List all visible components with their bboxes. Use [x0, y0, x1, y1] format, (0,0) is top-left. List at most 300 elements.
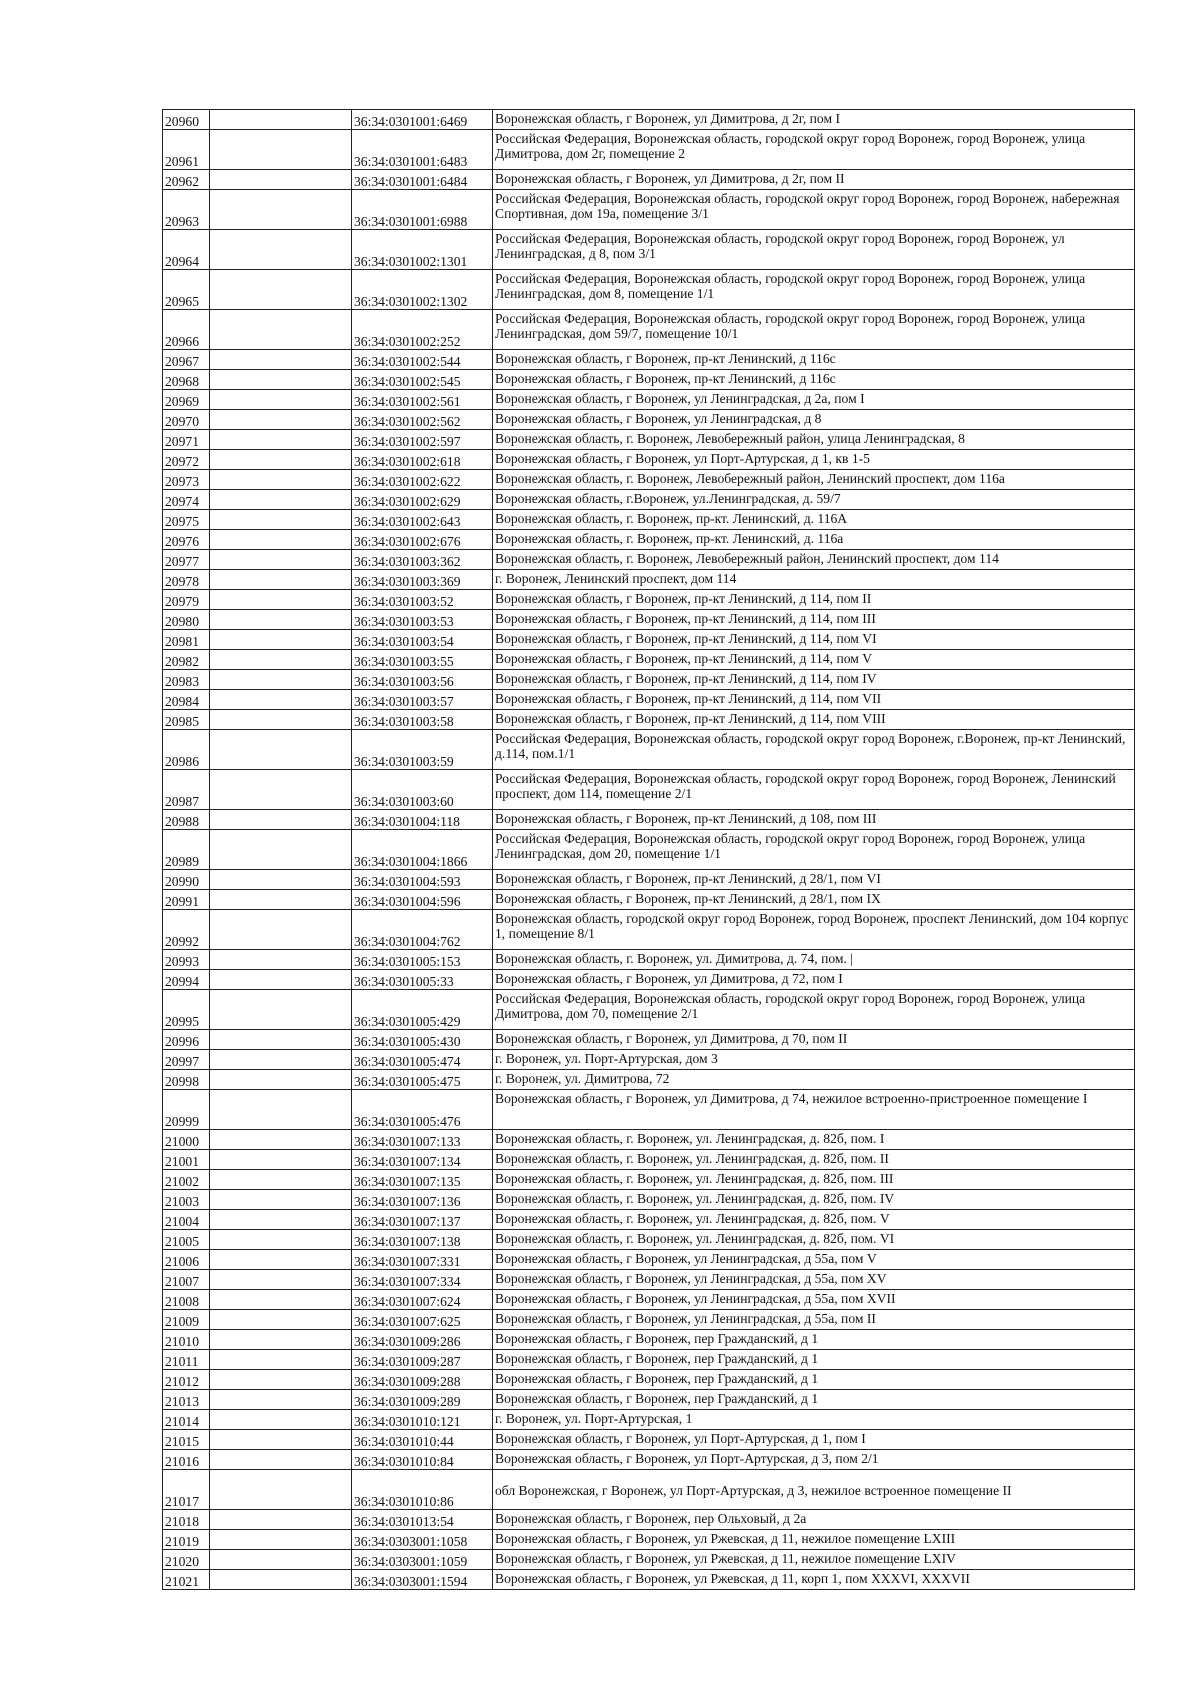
- row-number-cell: 20993: [163, 950, 210, 970]
- table-row: [163, 570, 1135, 590]
- table-row: [163, 1250, 1135, 1270]
- address-cell: Воронежская область, г Воронеж, пр-кт Ленинский, д 114, пом V: [493, 650, 1135, 670]
- address-cell: Российская Федерация, Воронежская область, городской округ город Воронеж, город Воронеж, улица Ленинградская, дом 20, помещение 1/1: [493, 830, 1135, 870]
- empty-cell: [210, 1410, 352, 1430]
- table-row: [163, 810, 1135, 830]
- table-row: [163, 170, 1135, 190]
- table-row: [163, 630, 1135, 650]
- empty-cell: [210, 450, 352, 470]
- table-row: [163, 370, 1135, 390]
- cadastral-number-cell: 36:34:0301007:334: [352, 1270, 493, 1290]
- row-number-cell: 20986: [163, 730, 210, 770]
- address-cell: Воронежская область, г Воронеж, пр-кт Ленинский, д 114, пом II: [493, 590, 1135, 610]
- table-row: [163, 770, 1135, 810]
- address-cell: г. Воронеж, ул. Порт-Артурская, 1: [493, 1410, 1135, 1430]
- empty-cell: [210, 1550, 352, 1570]
- empty-cell: [210, 190, 352, 230]
- address-cell: Воронежская область, г Воронеж, пр-кт Ленинский, д 108, пом III: [493, 810, 1135, 830]
- cadastral-number-cell: 36:34:0301003:362: [352, 550, 493, 570]
- row-number-cell: 21020: [163, 1550, 210, 1570]
- empty-cell: [210, 170, 352, 190]
- table-row: [163, 1170, 1135, 1190]
- address-cell: Воронежская область, г Воронеж, ул Ленинградская, д 2а, пом I: [493, 390, 1135, 410]
- empty-cell: [210, 1330, 352, 1350]
- address-cell: Воронежская область, г Воронеж, ул Порт-Артурская, д 1, кв 1-5: [493, 450, 1135, 470]
- row-number-cell: 20965: [163, 270, 210, 310]
- address-cell: Российская Федерация, Воронежская область, городской округ город Воронеж, г.Воронеж, пр-кт Ленинский, д.114, пом.1/1: [493, 730, 1135, 770]
- cadastral-number-cell: 36:34:0301002:252: [352, 310, 493, 350]
- address-cell: Воронежская область, г. Воронеж, пр-кт. Ленинский, д. 116А: [493, 510, 1135, 530]
- empty-cell: [210, 530, 352, 550]
- cadastral-number-cell: 36:34:0301001:6483: [352, 130, 493, 170]
- cadastral-number-cell: 36:34:0301002:561: [352, 390, 493, 410]
- empty-cell: [210, 310, 352, 350]
- empty-cell: [210, 1510, 352, 1530]
- table-row: [163, 1430, 1135, 1450]
- row-number-cell: 20972: [163, 450, 210, 470]
- empty-cell: [210, 710, 352, 730]
- address-cell: Российская Федерация, Воронежская область, городской округ город Воронеж, город Воронеж, набережная Спортивная, дом 19а, помещение 3/1: [493, 190, 1135, 230]
- cadastral-number-cell: 36:34:0301007:137: [352, 1210, 493, 1230]
- address-cell: Воронежская область, г. Воронеж, ул. Ленинградская, д. 82б, пом. III: [493, 1170, 1135, 1190]
- table-row: [163, 490, 1135, 510]
- address-cell: Воронежская область, г. Воронеж, ул. Ленинградская, д. 82б, пом. IV: [493, 1190, 1135, 1210]
- cadastral-number-cell: 36:34:0301007:134: [352, 1150, 493, 1170]
- row-number-cell: 21005: [163, 1230, 210, 1250]
- row-number-cell: 21011: [163, 1350, 210, 1370]
- cadastral-number-cell: 36:34:0301004:1866: [352, 830, 493, 870]
- empty-cell: [210, 1090, 352, 1130]
- cadastral-number-cell: 36:34:0301003:60: [352, 770, 493, 810]
- empty-cell: [210, 1370, 352, 1390]
- cadastral-number-cell: 36:34:0301007:133: [352, 1130, 493, 1150]
- cadastral-number-cell: 36:34:0301009:286: [352, 1330, 493, 1350]
- cadastral-number-cell: 36:34:0301003:56: [352, 670, 493, 690]
- table-row: [163, 890, 1135, 910]
- address-cell: Воронежская область, г Воронеж, ул Порт-Артурская, д 3, пом 2/1: [493, 1450, 1135, 1470]
- row-number-cell: 20973: [163, 470, 210, 490]
- cadastral-number-cell: 36:34:0301002:1302: [352, 270, 493, 310]
- row-number-cell: 20975: [163, 510, 210, 530]
- address-cell: Воронежская область, г Воронеж, ул Ленинградская, д 55а, пом XV: [493, 1270, 1135, 1290]
- cadastral-number-cell: 36:34:0301003:52: [352, 590, 493, 610]
- empty-cell: [210, 1230, 352, 1250]
- address-cell: Воронежская область, г. Воронеж, ул. Ленинградская, д. 82б, пом. V: [493, 1210, 1135, 1230]
- row-number-cell: 20987: [163, 770, 210, 810]
- row-number-cell: 20961: [163, 130, 210, 170]
- cadastral-number-cell: 36:34:0301013:54: [352, 1510, 493, 1530]
- row-number-cell: 21014: [163, 1410, 210, 1430]
- address-cell: обл Воронежская, г Воронеж, ул Порт-Артурская, д 3, нежилое встроенное помещение II: [493, 1470, 1135, 1510]
- table-row: [163, 1410, 1135, 1430]
- row-number-cell: 20994: [163, 970, 210, 990]
- cadastral-number-cell: 36:34:0301001:6988: [352, 190, 493, 230]
- empty-cell: [210, 890, 352, 910]
- cadastral-number-cell: 36:34:0301003:58: [352, 710, 493, 730]
- table-row: [163, 1130, 1135, 1150]
- empty-cell: [210, 390, 352, 410]
- address-cell: Воронежская область, г Воронеж, ул Димитрова, д 72, пом I: [493, 970, 1135, 990]
- address-cell: Воронежская область, г Воронеж, пр-кт Ленинский, д 114, пом VIII: [493, 710, 1135, 730]
- table-row: [163, 310, 1135, 350]
- empty-cell: [210, 770, 352, 810]
- empty-cell: [210, 490, 352, 510]
- row-number-cell: 21017: [163, 1470, 210, 1510]
- empty-cell: [210, 730, 352, 770]
- cadastral-number-cell: 36:34:0301002:643: [352, 510, 493, 530]
- row-number-cell: 20962: [163, 170, 210, 190]
- cadastral-number-cell: 36:34:0301005:476: [352, 1090, 493, 1130]
- table-row: [163, 910, 1135, 950]
- address-cell: Воронежская область, городской округ город Воронеж, город Воронеж, проспект Ленинский, дом 104 корпус 1, помещение 8/1: [493, 910, 1135, 950]
- cadastral-number-cell: 36:34:0301010:121: [352, 1410, 493, 1430]
- table-row: [163, 970, 1135, 990]
- cadastral-number-cell: 36:34:0301002:676: [352, 530, 493, 550]
- row-number-cell: 20967: [163, 350, 210, 370]
- row-number-cell: 20970: [163, 410, 210, 430]
- cadastral-number-cell: 36:34:0301003:54: [352, 630, 493, 650]
- row-number-cell: 20964: [163, 230, 210, 270]
- empty-cell: [210, 1170, 352, 1190]
- row-number-cell: 20977: [163, 550, 210, 570]
- address-cell: Воронежская область, г. Воронеж, Левобережный район, Ленинский проспект, дом 114: [493, 550, 1135, 570]
- address-cell: Воронежская область, г. Воронеж, пр-кт. Ленинский, д. 116а: [493, 530, 1135, 550]
- table-row: [163, 390, 1135, 410]
- cadastral-number-cell: 36:34:0301010:84: [352, 1450, 493, 1470]
- empty-cell: [210, 1270, 352, 1290]
- address-cell: Воронежская область, г Воронеж, ул Димитрова, д 2г, пом II: [493, 170, 1135, 190]
- cadastral-number-cell: 36:34:0301003:53: [352, 610, 493, 630]
- address-cell: Воронежская область, г Воронеж, ул Димитрова, д 70, пом II: [493, 1030, 1135, 1050]
- address-cell: Воронежская область, г. Воронеж, ул. Ленинградская, д. 82б, пом. II: [493, 1150, 1135, 1170]
- table-row: [163, 1290, 1135, 1310]
- empty-cell: [210, 470, 352, 490]
- cadastral-number-cell: 36:34:0301009:288: [352, 1370, 493, 1390]
- table-row: [163, 350, 1135, 370]
- row-number-cell: 21003: [163, 1190, 210, 1210]
- row-number-cell: 20999: [163, 1090, 210, 1130]
- row-number-cell: 20980: [163, 610, 210, 630]
- empty-cell: [210, 1450, 352, 1470]
- address-cell: Воронежская область, г.Воронеж, ул.Ленинградская, д. 59/7: [493, 490, 1135, 510]
- empty-cell: [210, 650, 352, 670]
- row-number-cell: 20996: [163, 1030, 210, 1050]
- cadastral-number-cell: 36:34:0301001:6484: [352, 170, 493, 190]
- cadastral-number-cell: 36:34:0301002:622: [352, 470, 493, 490]
- empty-cell: [210, 1570, 352, 1590]
- row-number-cell: 20998: [163, 1070, 210, 1090]
- cadastral-number-cell: 36:34:0301009:287: [352, 1350, 493, 1370]
- address-cell: Российская Федерация, Воронежская область, городской округ город Воронеж, город Воронеж, ул Ленинградская, д 8, пом 3/1: [493, 230, 1135, 270]
- address-cell: г. Воронеж, Ленинский проспект, дом 114: [493, 570, 1135, 590]
- table-row: [163, 1570, 1135, 1590]
- cadastral-number-cell: 36:34:0301002:562: [352, 410, 493, 430]
- row-number-cell: 20976: [163, 530, 210, 550]
- empty-cell: [210, 810, 352, 830]
- table-row: [163, 470, 1135, 490]
- row-number-cell: 20997: [163, 1050, 210, 1070]
- row-number-cell: 20984: [163, 690, 210, 710]
- address-cell: Воронежская область, г. Воронеж, ул. Ленинградская, д. 82б, пом. VI: [493, 1230, 1135, 1250]
- empty-cell: [210, 110, 352, 130]
- empty-cell: [210, 1250, 352, 1270]
- table-row: [163, 450, 1135, 470]
- empty-cell: [210, 410, 352, 430]
- address-cell: Воронежская область, г. Воронеж, Левобережный район, улица Ленинградская, 8: [493, 430, 1135, 450]
- row-number-cell: 21002: [163, 1170, 210, 1190]
- row-number-cell: 20982: [163, 650, 210, 670]
- address-cell: Воронежская область, г. Воронеж, ул. Ленинградская, д. 82б, пом. I: [493, 1130, 1135, 1150]
- address-cell: Воронежская область, г Воронеж, пер Гражданский, д 1: [493, 1390, 1135, 1410]
- cadastral-number-cell: 36:34:0301002:597: [352, 430, 493, 450]
- cadastral-number-cell: 36:34:0301007:331: [352, 1250, 493, 1270]
- address-cell: Воронежская область, г Воронеж, ул Ленинградская, д 55а, пом V: [493, 1250, 1135, 1270]
- row-number-cell: 20990: [163, 870, 210, 890]
- address-cell: Воронежская область, г Воронеж, ул Ленинградская, д 55а, пом XVII: [493, 1290, 1135, 1310]
- row-number-cell: 21016: [163, 1450, 210, 1470]
- table-row: [163, 1330, 1135, 1350]
- row-number-cell: 20983: [163, 670, 210, 690]
- empty-cell: [210, 350, 352, 370]
- table-row: [163, 190, 1135, 230]
- cadastral-number-cell: 36:34:0301007:136: [352, 1190, 493, 1210]
- empty-cell: [210, 1470, 352, 1510]
- row-number-cell: 21007: [163, 1270, 210, 1290]
- cadastral-number-cell: 36:34:0301002:629: [352, 490, 493, 510]
- empty-cell: [210, 1070, 352, 1090]
- row-number-cell: 20974: [163, 490, 210, 510]
- cadastral-number-cell: 36:34:0301007:135: [352, 1170, 493, 1190]
- table-row: [163, 1270, 1135, 1290]
- empty-cell: [210, 1210, 352, 1230]
- cadastral-number-cell: 36:34:0301003:59: [352, 730, 493, 770]
- address-cell: Воронежская область, г Воронеж, ул Ленинградская, д 8: [493, 410, 1135, 430]
- row-number-cell: 21013: [163, 1390, 210, 1410]
- empty-cell: [210, 1190, 352, 1210]
- table-row: [163, 690, 1135, 710]
- empty-cell: [210, 130, 352, 170]
- row-number-cell: 21008: [163, 1290, 210, 1310]
- cadastral-number-cell: 36:34:0301007:138: [352, 1230, 493, 1250]
- table-row: [163, 1350, 1135, 1370]
- cadastral-number-cell: 36:34:0301004:762: [352, 910, 493, 950]
- cadastral-number-cell: 36:34:0301002:544: [352, 350, 493, 370]
- row-number-cell: 21004: [163, 1210, 210, 1230]
- empty-cell: [210, 430, 352, 450]
- row-number-cell: 20979: [163, 590, 210, 610]
- address-cell: Воронежская область, г Воронеж, пер Гражданский, д 1: [493, 1370, 1135, 1390]
- row-number-cell: 21001: [163, 1150, 210, 1170]
- cadastral-number-cell: 36:34:0301001:6469: [352, 110, 493, 130]
- cadastral-number-cell: 36:34:0301005:429: [352, 990, 493, 1030]
- table-row: [163, 270, 1135, 310]
- table-row: [163, 830, 1135, 870]
- table-row: [163, 590, 1135, 610]
- table-row: [163, 130, 1135, 170]
- row-number-cell: 20981: [163, 630, 210, 650]
- empty-cell: [210, 1530, 352, 1550]
- empty-cell: [210, 1290, 352, 1310]
- cadastral-number-cell: 36:34:0301003:57: [352, 690, 493, 710]
- empty-cell: [210, 570, 352, 590]
- empty-cell: [210, 870, 352, 890]
- address-cell: Воронежская область, г Воронеж, пр-кт Ленинский, д 116с: [493, 370, 1135, 390]
- table-row: [163, 1210, 1135, 1230]
- empty-cell: [210, 550, 352, 570]
- cadastral-number-cell: 36:34:0301005:153: [352, 950, 493, 970]
- empty-cell: [210, 1430, 352, 1450]
- register-body: [163, 110, 1135, 1590]
- cadastral-number-cell: 36:34:0301003:369: [352, 570, 493, 590]
- cadastral-number-cell: 36:34:0301010:44: [352, 1430, 493, 1450]
- cadastral-number-cell: 36:34:0301004:118: [352, 810, 493, 830]
- table-row: [163, 430, 1135, 450]
- table-row: [163, 950, 1135, 970]
- row-number-cell: 20960: [163, 110, 210, 130]
- cadastral-number-cell: 36:34:0301004:593: [352, 870, 493, 890]
- address-cell: Воронежская область, г Воронеж, пр-кт Ленинский, д 28/1, пом VI: [493, 870, 1135, 890]
- empty-cell: [210, 590, 352, 610]
- row-number-cell: 21009: [163, 1310, 210, 1330]
- row-number-cell: 20991: [163, 890, 210, 910]
- empty-cell: [210, 830, 352, 870]
- table-row: [163, 1470, 1135, 1510]
- row-number-cell: 21021: [163, 1570, 210, 1590]
- table-row: [163, 230, 1135, 270]
- cadastral-number-cell: 36:34:0301005:475: [352, 1070, 493, 1090]
- row-number-cell: 20995: [163, 990, 210, 1030]
- cadastral-number-cell: 36:34:0301002:1301: [352, 230, 493, 270]
- table-row: [163, 110, 1135, 130]
- address-cell: Воронежская область, г Воронеж, пр-кт Ленинский, д 114, пом IV: [493, 670, 1135, 690]
- empty-cell: [210, 950, 352, 970]
- address-cell: Воронежская область, г Воронеж, пер Ольховый, д 2а: [493, 1510, 1135, 1530]
- table-row: [163, 990, 1135, 1030]
- row-number-cell: 20969: [163, 390, 210, 410]
- row-number-cell: 20988: [163, 810, 210, 830]
- table-row: [163, 710, 1135, 730]
- empty-cell: [210, 970, 352, 990]
- table-row: [163, 1370, 1135, 1390]
- address-cell: Воронежская область, г Воронеж, пр-кт Ленинский, д 28/1, пом IX: [493, 890, 1135, 910]
- table-row: [163, 870, 1135, 890]
- table-row: [163, 1390, 1135, 1410]
- address-cell: Воронежская область, г Воронеж, пр-кт Ленинский, д 114, пом III: [493, 610, 1135, 630]
- empty-cell: [210, 270, 352, 310]
- table-row: [163, 1050, 1135, 1070]
- cadastral-number-cell: 36:34:0301007:625: [352, 1310, 493, 1330]
- row-number-cell: 20992: [163, 910, 210, 950]
- table-row: [163, 550, 1135, 570]
- cadastral-number-cell: 36:34:0301005:33: [352, 970, 493, 990]
- empty-cell: [210, 1030, 352, 1050]
- address-cell: г. Воронеж, ул. Порт-Артурская, дом 3: [493, 1050, 1135, 1070]
- address-cell: Воронежская область, г Воронеж, пр-кт Ленинский, д 114, пом VI: [493, 630, 1135, 650]
- address-cell: Воронежская область, г Воронеж, пер Гражданский, д 1: [493, 1330, 1135, 1350]
- cadastral-number-cell: 36:34:0301002:618: [352, 450, 493, 470]
- property-register-table: [162, 109, 1135, 1590]
- cadastral-number-cell: 36:34:0301004:596: [352, 890, 493, 910]
- table-row: [163, 1030, 1135, 1050]
- row-number-cell: 20971: [163, 430, 210, 450]
- address-cell: Воронежская область, г Воронеж, пр-кт Ленинский, д 116с: [493, 350, 1135, 370]
- cadastral-number-cell: 36:34:0301002:545: [352, 370, 493, 390]
- address-cell: Воронежская область, г Воронеж, ул Ржевская, д 11, корп 1, пом XXXVI, XXXVII: [493, 1570, 1135, 1590]
- address-cell: Российская Федерация, Воронежская область, городской округ город Воронеж, город Воронеж, Ленинский проспект, дом 114, помещение 2/1: [493, 770, 1135, 810]
- table-row: [163, 1230, 1135, 1250]
- address-cell: Воронежская область, г Воронеж, ул Ленинградская, д 55а, пом II: [493, 1310, 1135, 1330]
- address-cell: Воронежская область, г Воронеж, ул Порт-Артурская, д 1, пом I: [493, 1430, 1135, 1450]
- cadastral-number-cell: 36:34:0301009:289: [352, 1390, 493, 1410]
- address-cell: Воронежская область, г. Воронеж, ул. Димитрова, д. 74, пом. |: [493, 950, 1135, 970]
- table-row: [163, 610, 1135, 630]
- row-number-cell: 20985: [163, 710, 210, 730]
- empty-cell: [210, 1390, 352, 1410]
- table-row: [163, 730, 1135, 770]
- empty-cell: [210, 690, 352, 710]
- empty-cell: [210, 1150, 352, 1170]
- address-cell: Воронежская область, г Воронеж, ул Ржевская, д 11, нежилое помещение LXIV: [493, 1550, 1135, 1570]
- table-row: [163, 510, 1135, 530]
- address-cell: Российская Федерация, Воронежская область, городской округ город Воронеж, город Воронеж, улица Ленинградская, дом 8, помещение 1/1: [493, 270, 1135, 310]
- table-row: [163, 1310, 1135, 1330]
- table-row: [163, 1450, 1135, 1470]
- row-number-cell: 20963: [163, 190, 210, 230]
- row-number-cell: 21015: [163, 1430, 210, 1450]
- empty-cell: [210, 1050, 352, 1070]
- table-row: [163, 1070, 1135, 1090]
- table-row: [163, 1190, 1135, 1210]
- empty-cell: [210, 1130, 352, 1150]
- row-number-cell: 21006: [163, 1250, 210, 1270]
- table-row: [163, 410, 1135, 430]
- address-cell: г. Воронеж, ул. Димитрова, 72: [493, 1070, 1135, 1090]
- row-number-cell: 20968: [163, 370, 210, 390]
- empty-cell: [210, 1350, 352, 1370]
- table-row: [163, 1550, 1135, 1570]
- table-row: [163, 650, 1135, 670]
- table-row: [163, 1510, 1135, 1530]
- empty-cell: [210, 990, 352, 1030]
- cadastral-number-cell: 36:34:0301005:430: [352, 1030, 493, 1050]
- address-cell: Воронежская область, г Воронеж, ул Димитрова, д 74, нежилое встроенно-пристроенное помещение I: [493, 1090, 1135, 1130]
- address-cell: Воронежская область, г. Воронеж, Левобережный район, Ленинский проспект, дом 116а: [493, 470, 1135, 490]
- address-cell: Воронежская область, г Воронеж, пр-кт Ленинский, д 114, пом VII: [493, 690, 1135, 710]
- empty-cell: [210, 370, 352, 390]
- address-cell: Воронежская область, г Воронеж, ул Димитрова, д 2г, пом I: [493, 110, 1135, 130]
- empty-cell: [210, 610, 352, 630]
- row-number-cell: 21010: [163, 1330, 210, 1350]
- cadastral-number-cell: 36:34:0303001:1058: [352, 1530, 493, 1550]
- cadastral-number-cell: 36:34:0303001:1594: [352, 1570, 493, 1590]
- address-cell: Российская Федерация, Воронежская область, городской округ город Воронеж, город Воронеж, улица Ленинградская, дом 59/7, помещение 10/1: [493, 310, 1135, 350]
- empty-cell: [210, 510, 352, 530]
- row-number-cell: 20989: [163, 830, 210, 870]
- table-row: [163, 670, 1135, 690]
- row-number-cell: 20978: [163, 570, 210, 590]
- table-row: [163, 1530, 1135, 1550]
- row-number-cell: 21000: [163, 1130, 210, 1150]
- address-cell: Воронежская область, г Воронеж, ул Ржевская, д 11, нежилое помещение LXIII: [493, 1530, 1135, 1550]
- cadastral-number-cell: 36:34:0301010:86: [352, 1470, 493, 1510]
- cadastral-number-cell: 36:34:0301007:624: [352, 1290, 493, 1310]
- address-cell: Российская Федерация, Воронежская область, городской округ город Воронеж, город Воронеж, улица Димитрова, дом 70, помещение 2/1: [493, 990, 1135, 1030]
- row-number-cell: 21019: [163, 1530, 210, 1550]
- table-row: [163, 1150, 1135, 1170]
- address-cell: Воронежская область, г Воронеж, пер Гражданский, д 1: [493, 1350, 1135, 1370]
- row-number-cell: 21012: [163, 1370, 210, 1390]
- empty-cell: [210, 630, 352, 650]
